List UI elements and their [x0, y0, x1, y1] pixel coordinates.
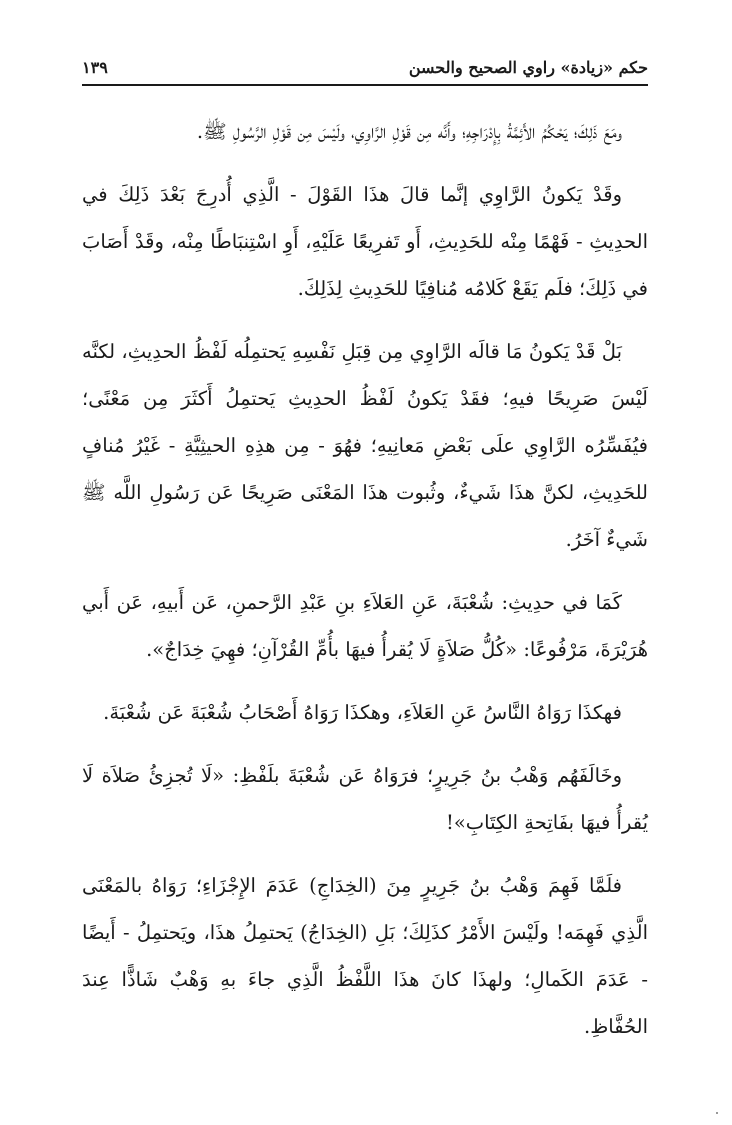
paragraph-7: فلَمَّا فَهِمَ وَهْبُ بنُ جَرِيرٍ مِنَ (الخِدَاجِ) عَدَمَ الإِجْزَاءِ؛ رَوَاهُ بالمَعْنَى الَّذِي فَهِمَه! ولَيْسَ الأَمْرُ كذَلِكَ؛ بَلِ (الخِدَاجُ) يَحتمِلُ هذَا، ويَحتمِلُ - أَيضًا - عَدَمَ الكَمالِ؛ ولهذَا كانَ هذَا اللَّفْظُ الَّذِي جاءَ بهِ وَهْبٌ شَاذًّا عِندَ الحُفَّاظِ.	[82, 874, 648, 1038]
paragraph-3: بَلْ قَدْ يَكونُ مَا قالَه الرَّاوِي مِن قِبَلِ نَفْسِهِ يَحتمِلُه لَفْظُ الحدِيثِ، لكنَّه لَيْسَ صَرِيحًا فيهِ؛ فقَدْ يَكونُ لَفْظُ الحدِيثِ يَحتمِلُ أَكثَرَ مِن مَعْنًى؛ فيُفَسِّرُه الرَّاوِي علَى بَعْضِ مَعانِيهِ؛ فهُوَ - مِن هذِهِ الحيثِيَّةِ - غَيْرُ مُنافٍ للحَدِيثِ، لكنَّ هذَا شَيءٌ، وثُبوت هذَا المَعْنَى صَرِيحًا عَن رَسُولِ اللَّه ﷺ شَيءٌ آخَرُ.	[82, 340, 648, 551]
page-number: ١٣٩	[82, 58, 108, 77]
page-header	[82, 58, 648, 86]
book-page	[82, 58, 648, 1050]
paragraph-2: وقَدْ يَكونُ الرَّاوِي إنَّما قالَ هذَا القَوْلَ - الَّذِي أُدرِجَ بَعْدَ ذَلِكَ في الحدِيثِ - فَهْمًا مِنْه للحَدِيثِ، أَو تَفرِيعًا عَلَيْهِ، أَوِ اسْتِنبَاطًا مِنْه، وقَدْ أَصَابَ في ذَلِكَ؛ فلَم يَقَعْ كَلامُه مُنافِيًا للحَدِيثِ لِذَلِكَ.	[82, 183, 648, 300]
paragraph-5: فهكذَا رَوَاهُ النَّاسُ عَنِ العَلاَءِ، وهكذَا رَوَاهُ أَصْحَابُ شُعْبَةَ عَن شُعْبَةَ.	[103, 701, 622, 724]
paragraph-6: وخَالَفَهُم وَهْبُ بنُ جَرِيرٍ؛ فرَوَاهُ عَن شُعْبَةَ بلَفْظِ: «لَا تُجزِئُ صَلاَة لَا يُقرأُ فيهَا بفَاتِحةِ الكِتَابِ»!	[82, 764, 648, 834]
scan-speck	[716, 1112, 718, 1114]
running-title: حكم «زيادة» راوي الصحيح والحسن	[408, 58, 648, 77]
paragraph-4: كَمَا في حدِيثِ: شُعْبَةَ، عَنِ العَلاَءِ بنِ عَبْدِ الرَّحمنِ، عَن أَبيهِ، عَن أَبي هُرَيْرَةَ، مَرْفُوعًا: «كُلُّ صَلاَةٍ لَا يُقرأُ فيهَا بأُمِّ القُرْآنِ؛ فهِيَ خِدَاجٌ».	[82, 591, 648, 661]
paragraph-1: ومَعَ ذَلِكَ؛ يَحْكُمُ الأَئِمَّةُ بِإِدْرَاجِهِ؛ وأَنَّه مِن قَوْلِ الرَّاوِي، ولَيْسَ مِن قَوْلِ الرَّسُولِ ﷺ.	[196, 120, 622, 143]
page-body	[82, 108, 648, 1050]
